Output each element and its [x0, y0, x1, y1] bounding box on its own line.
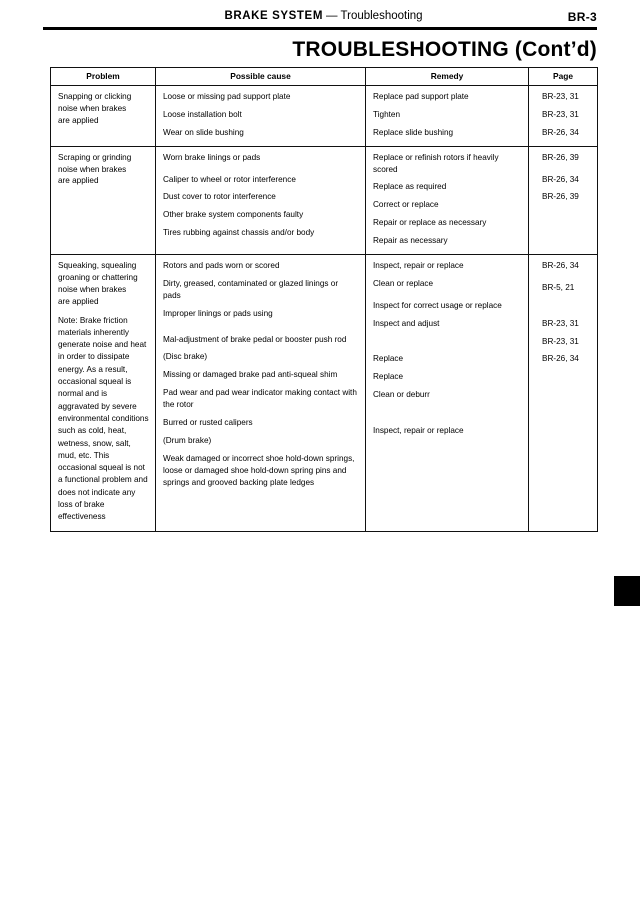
cause-text: Dust cover to rotor interference: [163, 192, 276, 202]
remedy-text: Replace as required: [373, 182, 447, 192]
troubleshooting-table-wrapper: [50, 67, 597, 532]
problem-line: noise when brakes: [58, 164, 127, 174]
page-ref: BR-26, 34: [542, 174, 579, 184]
problem-line: are applied: [58, 176, 99, 186]
cause-text: Pad wear and pad wear indicator making contact with the rotor: [163, 388, 357, 410]
problem-line: Squeaking, squealing: [58, 261, 137, 271]
remedy-text: Correct or replace: [373, 200, 439, 210]
remedy-text: Repair as necessary: [373, 236, 448, 246]
page-ref: BR-23, 31: [542, 336, 579, 346]
cause-text: Wear on slide bushing: [163, 127, 244, 137]
page-ref: BR-26, 34: [542, 127, 579, 137]
cause-text: Mal-adjustment of brake pedal or booster push rod: [163, 334, 347, 344]
remedy-text: Inspect for correct usage or replace: [373, 300, 502, 310]
remedy-text: Replace slide bushing: [373, 127, 454, 137]
page-ref: BR-26, 39: [542, 152, 579, 162]
remedy-text: Inspect and adjust: [373, 318, 440, 328]
column-header-problem: Problem: [51, 68, 156, 86]
page-ref-cell: [529, 146, 598, 254]
header-title-group: [50, 10, 597, 22]
cause-text: Caliper to wheel or rotor interference: [163, 174, 296, 184]
page-ref-cell: [529, 86, 598, 147]
problem-note: Note: Brake friction materials inherently generate noise and heat in order to dissipate energy. As a result, occasional squeal is normal and is aggravated by severe environmental conditions such as cold, heat, wetness, snow, salt, mud, etc. This occasional squeal is not a functional problem and does not indicate any loss of brake effectiveness: [58, 315, 149, 522]
remedy-text: Inspect, repair or replace: [373, 261, 464, 271]
cause-text: Burred or rusted calipers: [163, 418, 253, 428]
troubleshooting-table: [50, 67, 598, 532]
cause-text: Worn brake linings or pads: [163, 152, 261, 162]
thumb-index-tab: [614, 576, 640, 606]
page-ref: BR-26, 34: [542, 354, 579, 364]
page-ref: BR-23, 31: [542, 318, 579, 328]
problem-text: [58, 152, 150, 188]
remedy-text: Replace or refinish rotors if heavily scored: [373, 152, 499, 174]
remedy-text: Replace: [373, 372, 404, 382]
cause-text: (Disc brake): [163, 352, 208, 362]
remedy-text: Tighten: [373, 109, 401, 119]
page-title: TROUBLESHOOTING (Cont’d): [292, 38, 597, 61]
problem-line: noise when brakes: [58, 284, 127, 294]
problem-line: groaning or chattering: [58, 272, 138, 282]
cause-text: Missing or damaged brake pad anti-squeal shim: [163, 370, 338, 380]
table-header-row: [51, 68, 598, 86]
table-row: [51, 86, 598, 147]
page-ref: BR-23, 31: [542, 92, 579, 101]
remedy-cell: [366, 146, 529, 254]
column-header-page: Page: [529, 68, 598, 86]
remedy-cell: [366, 86, 529, 147]
column-header-possible-cause: Possible cause: [156, 68, 366, 86]
page-ref: BR-23, 31: [542, 109, 579, 119]
table-row: [51, 146, 598, 254]
problem-text: [58, 260, 150, 308]
cause-text: Tires rubbing against chassis and/or body: [163, 228, 315, 238]
possible-cause-cell: [156, 146, 366, 254]
possible-cause-cell: [156, 86, 366, 147]
cause-text: Rotors and pads worn or scored: [163, 261, 280, 271]
header-separator-dash: —: [326, 10, 338, 22]
header-section-name: Troubleshooting: [340, 10, 423, 22]
page-ref: BR-26, 39: [542, 192, 579, 202]
cause-text: Loose installation bolt: [163, 109, 242, 119]
remedy-text: Clean or replace: [373, 278, 434, 288]
remedy-text: Replace pad support plate: [373, 92, 469, 101]
problem-cell: [51, 86, 156, 147]
cause-text: Weak damaged or incorrect shoe hold-down springs, loose or damaged shoe hold-down spring pins and springs and grooved backing plate ledges: [163, 453, 355, 487]
problem-line: are applied: [58, 115, 99, 125]
problem-cell: [51, 146, 156, 254]
problem-line: Snapping or clicking: [58, 92, 132, 101]
page-ref: BR-26, 34: [542, 261, 579, 271]
remedy-text: Inspect, repair or replace: [373, 426, 464, 436]
table-row: [51, 255, 598, 532]
cause-text: Other brake system components faulty: [163, 210, 304, 220]
header-chapter-name: BRAKE SYSTEM: [224, 10, 324, 22]
page-number: BR-3: [567, 10, 597, 24]
cause-text: Improper linings or pads using: [163, 308, 273, 318]
possible-cause-cell: [156, 255, 366, 532]
problem-line: Scraping or grinding: [58, 152, 132, 162]
problem-text: [58, 91, 150, 127]
cause-text: Loose or missing pad support plate: [163, 92, 291, 101]
column-header-remedy: Remedy: [366, 68, 529, 86]
remedy-text: Replace: [373, 354, 404, 364]
problem-line: are applied: [58, 296, 99, 306]
problem-cell: [51, 255, 156, 532]
cause-text: (Drum brake): [163, 435, 212, 445]
remedy-cell: [366, 255, 529, 532]
page-ref: BR-5, 21: [542, 282, 575, 292]
problem-line: noise when brakes: [58, 103, 127, 113]
header-rule-divider: [43, 27, 597, 30]
cause-text: Dirty, greased, contaminated or glazed linings or pads: [163, 278, 339, 300]
page-ref-cell: [529, 255, 598, 532]
remedy-text: Repair or replace as necessary: [373, 218, 487, 228]
remedy-text: Clean or deburr: [373, 390, 430, 400]
